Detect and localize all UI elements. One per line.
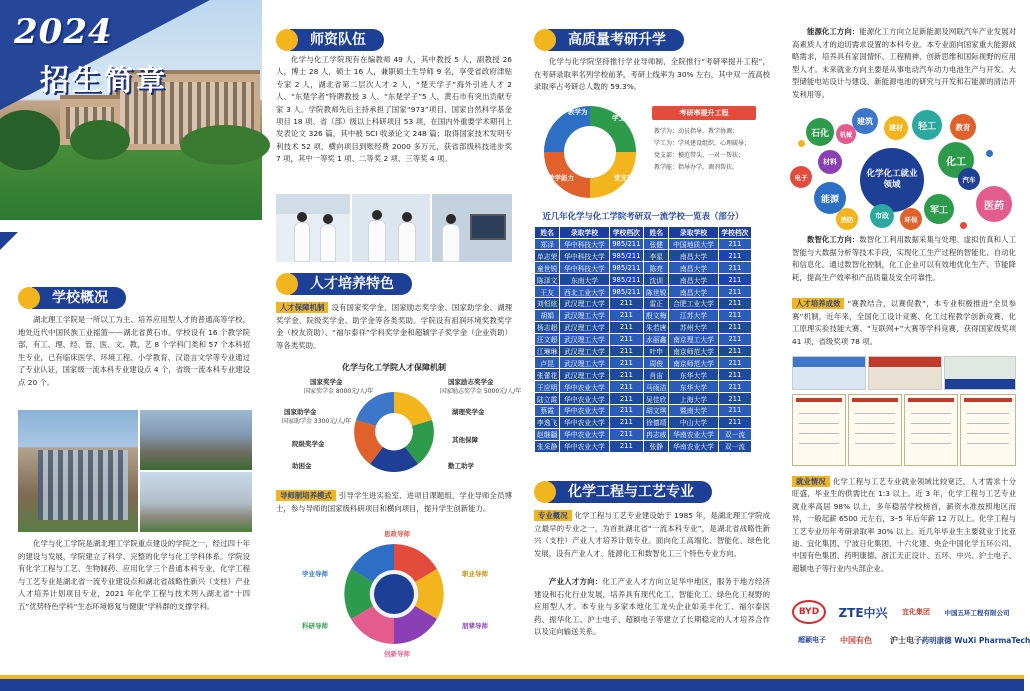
table-cell: 211: [609, 404, 644, 416]
table-cell: 胡娟: [535, 309, 560, 321]
table-cell: 211: [718, 238, 751, 250]
table-cell: 马雨洁: [644, 381, 669, 393]
table-cell: 武汉理工大学: [560, 357, 609, 369]
table-cell: 华中农业大学: [560, 393, 609, 405]
lab-photo: [276, 194, 350, 262]
table-header-cell: 姓名: [535, 227, 560, 239]
table-cell: 单志荣: [535, 250, 560, 262]
major-heading: 化学工程与工艺专业: [534, 480, 712, 504]
table-cell: 211: [609, 321, 644, 333]
campus-photo: [140, 410, 252, 470]
employment-tag: 就业情况: [792, 476, 830, 487]
table-cell: 华南农业大学: [669, 428, 718, 440]
table-cell: 211: [609, 345, 644, 357]
table-cell: 211: [609, 369, 644, 381]
wuhuan-logo: 中国五环工程有限公司: [944, 608, 1010, 617]
award-certificate: [848, 394, 902, 466]
table-row: [535, 393, 752, 405]
brochure-title: 招生简章: [40, 63, 169, 97]
table-cell: 双一流: [718, 440, 751, 452]
table-cell: 211: [718, 416, 751, 428]
energy-direction-text: 能源化工方向：能源化工方向立足新能源及网联汽车产业发展对高素质人才的迫切需求设置的本科专业。本专业面向国家重大能源战略需求，培养具有家国情怀、工程精神、创新思维和国际视野的应用型人才。未来就业方向主要是从事电动汽车动力电池生产与开发、大型储能电站设计与建设、新能源电池的研究与开发和石能源的清洁开发利用等。: [792, 27, 1016, 99]
table-cell: 南昌大学: [669, 262, 718, 274]
achievement-text: 人才培养成效 “赛教结合，以赛促教”，本专业积极推进“全员参赛”机制，近年来，全国化工设计竞赛、化工过程教学创新竞赛、化工原理实验技能大赛、“互联网+”大赛等学科竞赛，获得国家级奖项 41 项，省级奖项 78 项。: [792, 299, 1016, 346]
table-cell: 张健: [644, 238, 669, 250]
table-cell: 985/211: [609, 238, 644, 250]
table-cell: 陈亮: [644, 262, 669, 274]
table-cell: 陈泽文: [535, 274, 560, 286]
table-cell: 合肥工业大学: [669, 297, 718, 309]
table-cell: 211: [609, 416, 644, 428]
table-cell: 王应明: [535, 381, 560, 393]
table-cell: 徐德靖: [644, 416, 669, 428]
table-cell: 985/211: [609, 262, 644, 274]
table-cell: 胡文琪: [644, 404, 669, 416]
table-cell: 童世锐: [535, 262, 560, 274]
table-cell: 211: [718, 262, 751, 274]
table-cell: 武汉理工大学: [560, 309, 609, 321]
table-header-cell: 姓名: [644, 227, 669, 239]
table-cell: 华中科技大学: [560, 250, 609, 262]
table-cell: 211: [718, 333, 751, 345]
table-row: [535, 404, 752, 416]
table-row: [535, 416, 752, 428]
table-cell: 211: [609, 357, 644, 369]
table-cell: 东华大学: [669, 381, 718, 393]
tutor-text: 导师制培养模式 引导学生进实验室、进项目课题组，学业导师全员博士，参与导师的国家级科研项目和横向项目，提升学生创新能力。: [276, 491, 512, 513]
table-row: [535, 440, 752, 452]
table-cell: 杨志超: [535, 321, 560, 333]
table-cell: 殷文梅: [644, 309, 669, 321]
table-cell: 华中科技大学: [560, 238, 609, 250]
zte-logo: ZTE中兴: [838, 605, 888, 620]
table-cell: 双一流: [718, 428, 751, 440]
table-row: [535, 428, 752, 440]
table-cell: 东南大学: [560, 274, 609, 286]
table-cell: 武汉理工大学: [560, 321, 609, 333]
table-cell: 沈训: [644, 274, 669, 286]
lab-photo: [432, 194, 512, 262]
award-certificate: [960, 394, 1016, 466]
table-cell: 211: [718, 357, 751, 369]
table-cell: 刘恒炫: [535, 297, 560, 309]
table-cell: 华中农业大学: [560, 440, 609, 452]
table-cell: 华中农业大学: [560, 404, 609, 416]
lab-photo: [352, 194, 430, 262]
table-row: [535, 321, 752, 333]
table-cell: 雷正: [644, 297, 669, 309]
table-cell: 陆立霞: [535, 393, 560, 405]
table-row: [535, 297, 752, 309]
employment-hub-center: 化学化工就业领域: [860, 148, 924, 212]
table-cell: 汪文超: [535, 333, 560, 345]
table-cell: 211: [718, 369, 751, 381]
table-header-cell: 学校档次: [609, 227, 644, 239]
table-cell: 中山大学: [669, 416, 718, 428]
table-cell: 211: [609, 333, 644, 345]
table-cell: 211: [718, 250, 751, 262]
table-cell: 苏州大学: [669, 321, 718, 333]
table-cell: 武汉理工大学: [560, 345, 609, 357]
table-cell: 陈世锐: [644, 286, 669, 298]
wuxi-logo: 药明康德 WuXi PharmaTech: [921, 635, 1030, 645]
footer-bar: [0, 675, 1024, 691]
school-overview-text: 湖北理工学院是一所以工为主、培养应用型人才的普通高等学校，地处近代中国民族工业摇篮——湖北省黄石市。学校设有 16 个教学院部，有工、理、经、管、医、文、教、艺 8 个学科门类和 57 个本科招生专业，已有临床医学、环境工程、小学教育、汉语言文学等专业通过了专业认证，国家级一流本科专业建设点 4 个，省级一流本科专业建设点 20 个。: [18, 315, 250, 387]
industry-direction-text: 产业人才方向：化工产业人才方向立足华中地区，服务于地方经济建设和石化行业发展，培养具有现代化工、智能化工、绿色化工视野的应用型人才。本专业与多家本地化工龙头企业如美丰化工、福尔泰医药、振华化工、沪士电子、超颖电子等建立了长期稳定的人才培养合作以及定向输送关系。: [534, 577, 770, 637]
table-cell: 张蕾花: [535, 369, 560, 381]
table-cell: 211: [718, 309, 751, 321]
tutor-tag: 导师制培养模式: [276, 490, 336, 501]
table-row: [535, 333, 752, 345]
table-cell: 东华大学: [669, 369, 718, 381]
table-cell: 211: [718, 345, 751, 357]
byd-logo: BYD: [792, 600, 826, 624]
table-cell: 周俊: [644, 357, 669, 369]
cnmc-logo: 中国有色: [840, 635, 872, 645]
admission-table: [534, 226, 752, 453]
table-cell: 江苏大学: [669, 309, 718, 321]
table-cell: 张采静: [535, 440, 560, 452]
table-cell: 华南农业大学: [669, 440, 718, 452]
table-header-cell: 学校档次: [718, 227, 751, 239]
campus-photo: [140, 472, 252, 532]
table-cell: 华中农业大学: [560, 416, 609, 428]
table-cell: 武汉理工大学: [560, 297, 609, 309]
table-cell: 冉志威: [644, 428, 669, 440]
table-row: [535, 274, 752, 286]
table-cell: 211: [718, 404, 751, 416]
table-cell: 华中农业大学: [560, 381, 609, 393]
table-cell: 武汉理工大学: [560, 333, 609, 345]
table-cell: 华中农业大学: [560, 428, 609, 440]
table-row: [535, 357, 752, 369]
table-cell: 西北工业大学: [560, 286, 609, 298]
chaoying-logo: 超颖电子: [798, 636, 826, 644]
table-row: [535, 262, 752, 274]
table-cell: 211: [718, 286, 751, 298]
table-cell: 华中科技大学: [560, 262, 609, 274]
competition-photo: [792, 356, 866, 390]
campus-photo: [18, 410, 138, 532]
table-cell: 肖宙: [644, 369, 669, 381]
table-row: [535, 369, 752, 381]
table-cell: 南京理工大学: [669, 333, 718, 345]
admission-table-title: 近几年化学与化工学院考研双一流学校一览表（部分）: [542, 211, 744, 221]
table-cell: 李逸飞: [535, 416, 560, 428]
table-cell: 南京师范大学: [669, 345, 718, 357]
achievement-tag: 人才培养成效: [792, 298, 844, 309]
guarantee-diagram-title: 化学与化工学院人才保障机制: [342, 363, 446, 372]
table-cell: 上海大学: [669, 393, 718, 405]
brochure-page: 2024 招生简章 学校概况 湖北理工学院是一所以工为主、培养应用型人才的普通高等学校，地处近代中国民族工业摇篮——湖北省黄石市。学校设有 16 个教学院部，有工、理、经、管、医、文、教、艺 8 个学科门类和 57 个本科招生专业，已有临床医学、环境工程、小学教育、汉语言文学等专业通过了专业认证，国家级一流本科专业建设点 4 个，省级一流本科专业建设点 20 个。 化学与化工学院是湖北理工学院重点建设的学院之一，经过四十年的建设与发展，学院建立了科学、完整的化学与化工学科体系。学院设有化学工程与工艺、生物制药、应用化学三个普通本科专业，化学工程与工艺专业是湖北省一流专业建设点和湖北省战略性新兴（支柱）产业人才培养计划项目专业，2021 年化学工程与技术列入湖北省“十四五”优势特色学科“生态环境修复与健康”学科群的支撑学科。 师资队伍 化学与化工学院现有在编教师 49 人，其中教授 5 人，副教授 26 人，博士 28 人，硕士 16 人，兼职硕士生导师 9 名，享受省政府津贴专家 2 人，湖北省第二层次人才 2 人，“楚天学子”海外引进人才 2 人、“东楚学者”特聘教授 3 人、“东楚学子”5 人，黄石市有突出贡献专家 3 人。学院教师先后主持承担了国家“973”项目、国家自然科学基金项目 18 项、省（部）级以上科研项目 53 项，在国内外重要学术期刊上发表论文 326 篇，其中被 SCI 收录论文 248 篇；取得国家技术发明专利技术 52 项，横向项目到账经费 2000 多万元，获省部级科技进步奖 7 项，其中一等奖 1 项、二等奖 2 项、三等奖 4 项。 人才培养特色 人才保障机制 设有国家奖学金、国家励志奖学金、国家助学金、湖理奖学金、院级奖学金、助学金等各类奖助。学院设有祖润环境奖教奖学金（校友资助）、“福尔泰祥”学科奖学金和超颖学子奖学金（企业资助）等各类奖助。 化学与化工学院人才保障机制 国家奖学金 国家奖学金 8000元/人/年 国家励志奖学金 国家励志奖学金 5000元/人/年 国家助学金 国家助学金 3300元/人/年 湖理奖学金 其他保障 院级奖学金 助困金 勤工助学 导师制培养模式 引导学生进实验室、进项目课题组，学业导师全员博士，参与导师的国家级科研项目和横向项目，提升学生创新能力。 思政导师 学业导师 职业导师 科研导师 朋辈导师 创新导师 高质量考研升学 化学与化学院坚持推行学业导师制，全院推行“考研率提升工程”，在考研录取率名列学校前茅，考研上线率为 30% 左右，其中双一流高校录取率占考研总人数的 59.3%。 教学为 学工为 党支部 教学能力 考研率提升工程 教学为：动员指导，教学协调； 学工为：学风建设组织，心理疏导； 党支部：模范带头，一对一帮扶； 教学能：指导办学，调剂帮扶。 近几年化学与化工学院考研双一流学校一览表（部分） 姓名 录取学校 学校档次 姓名 录取学校 学校档次 郑泽 华中科技大学 985/211 张健 中国地质大学 211 单志荣 华中科技大学 985/211 李星 南昌大学 211 童世锐 华中科技大学 985/211 陈亮 南昌大学 211 陈泽文 东南大学 985/211 沈训 南昌大学 211 王友 西北工业大学 985/211 陈世锐 南昌大学 211 刘恒炫 武汉理工大学 211 雷正 合肥工业大学 211 胡娟 武汉理工大学 211 殷文梅 江苏大学 211 杨志超 武汉理工大学 211 朱若唐 苏州大学 211 汪文超 武汉理工大学 211 水丽鑫 南京理工大学 211 江琳琳 武汉理工大学 211 叶申 南京师范大学 211 卢昆 武汉理工大学 211 周俊 南京师范大学 211 张蕾花 武汉理工大学 211 肖宙 东华大学 211 王应明 华中农业大学 211 马雨洁 东华大学 211 陆立霞 华中农业大学 211 吴佳欣 上海大学 211 蔡霞 华中农业大学 211 胡文琪 暨南大学 211 李逸飞 华中农业大学 211 徐德靖 中山大学 211 赵继疆 华中农业大学 211 冉志威 华南农业大学 双一流 张采静 华中农业大学 211 张静 华南农业大学 双一流 化学工程与工艺专业 专业概况 化学工程与工艺专业建设始于 1985 年，是湖北理工学院成立最早的专业之一，为首批湖北省“一流本科专业”，是湖北省战略性新兴（支柱）产业人才培养计划专业。面向化工高端化、智能化、绿色化发展，设有产业人才、能源化工和数智化工三个特色专业方向。 产业人才方向：化工产业人才方向立足华中地区，服务于地方经济建设和石化行业发展，培养具有现代化工、智能化工、绿色化工视野的应用型人才。本专业与多家本地化工龙头企业如美丰化工、福尔泰医药、振华化工、沪士电子、超颖电子等建立了长期稳定的人才培养合作以及定向输送关系。 能源化工方向：能源化工方向立足新能源及网联汽车产业发展对高素质人才的迫切需求设置的本科专业。本专业面向国家重大能源战略需求，培养具有家国情怀、工程精神、创新思维和国际视野的应用型人才。未来就业方向主要是从事电动汽车动力电池生产与开发、大型储能电站设计与建设、新能源电池的研究与开发和石能源的清洁开发利用等。 化学化工就业领域 石化 机械 建筑 建材 轻工 教育 材料 化工 电子 能源 汽车 医药 消防 市政 环保 军工 数智化工方向：数智化工利用数据采集与处理、虚拟仿真和人工智能与大数据分析等技术手段，实现化工生产过程的智能化、自动化和信息化。通过数智化控制，化工企业可以有效地优化生产、节能降耗，提高生产效率和产品质量及安全可靠性。 人才培养成效 “赛教结合，以赛促教”，本专业积极推进“全员参赛”机制，近年来，全国化工设计竞赛、化工过程教学创新竞赛、化工原理实验技能大赛、“互联网+”大赛等学科竞赛，获得国家级奖项 41 项，省级奖项 78 项。 就业情况 化学工程与工艺专业就业领域比较宽泛，人才需求十分旺盛，毕业生的供需比在 1:3 以上。近 3 年，化学工程与工艺专业就业率高居 98% 以上，多年稳居学校榜首，薪资水准按照地区而异，一般起薪 6500 元左右，3–5 年后年薪 12 万以上。化学工程与工艺专业历年考研录取率 30% 以上。近几年毕业生主要就业于比亚迪、宜化集团、宁波日化集团、十六化建、央企中国化学五环公司、中国有色集团、药明康德、浙江天正设计、五环、中兴、沪士电子、超颖电子等行业内头部企业。 BYD ZTE中兴 宜化集团 中国五环工程有限公司 超颖电子 中国有色 沪士电子 药明康德 WuXi PharmaTech: [0, 0, 1024, 691]
table-cell: 武汉理工大学: [560, 369, 609, 381]
table-cell: 卢昆: [535, 357, 560, 369]
table-cell: 南昌大学: [669, 274, 718, 286]
table-cell: 南昌大学: [669, 250, 718, 262]
talent-heading: 人才培养特色: [276, 272, 412, 296]
table-cell: 211: [718, 321, 751, 333]
table-cell: 张静: [644, 440, 669, 452]
smart-direction-text: 数智化工方向：数智化工利用数据采集与处理、虚拟仿真和人工智能与大数据分析等技术手段，实现化工生产过程的智能化、自动化和信息化。通过数智化控制，化工企业可以有效地优化生产、节能降耗，提高生产效率和产品质量及安全可靠性。: [792, 235, 1016, 282]
table-cell: 211: [718, 274, 751, 286]
table-header-cell: 录取学校: [669, 227, 718, 239]
major-overview-tag: 专业概况: [534, 510, 572, 521]
college-intro-text: 化学与化工学院是湖北理工学院重点建设的学院之一，经过四十年的建设与发展，学院建立了科学、完整的化学与化工学科体系。学院设有化学工程与工艺、生物制药、应用化学三个普通本科专业，化学工程与工艺专业是湖北省一流专业建设点和湖北省战略性新兴（支柱）产业人才培养计划项目专业，2021 年化学工程与技术列入湖北省“十四五”优势特色学科“生态环境修复与健康”学科群的支撑学科。: [18, 539, 250, 611]
hero-campus-photo: [0, 0, 262, 220]
brochure-year: 2024: [14, 12, 113, 52]
column-faculty-talent: 师资队伍 化学与化工学院现有在编教师 49 人，其中教授 5 人，副教授 26 人，博士 28 人，硕士 16 人，兼职硕士生导师 9 名，享受省政府津贴专家 2 人，湖北省第二层次人才 2 人，“楚天学子”海外引进人才 2 人、“东楚学者”特聘教授 3 人、“东楚学子”5 人，黄石市有突出贡献专家 3 人。学院教师先后主持承担了国家“973”项目、国家自然科学基金项目 18 项、省（部）级以上科研项目 53 项，在国内外重要学术期刊上发表论文 326 篇，其中被 SCI 收录论文 248 篇；取得国家技术发明专利技术 52 项，横向项目到账经费 2000 多万元，获省部级科技进步奖 7 项，其中一等奖 1 项、二等奖 2 项、三等奖 4 项。 人才培养特色 人才保障机制 设有国家奖学金、国家励志奖学金、国家助学金、湖理奖学金、院级奖学金、助学金等各类奖助。学院设有祖润环境奖教奖学金（校友资助）、“福尔泰祥”学科奖学金和超颖学子奖学金（企业资助）等各类奖助。 化学与化工学院人才保障机制 国家奖学金 国家奖学金 8000元/人/年 国家励志奖学金 国家励志奖学金 5000元/人/年 国家助学金 国家助学金 3300元/人/年 湖理奖学金 其他保障 院级奖学金 助困金 勤工助学 导师制培养模式 引导学生进实验室、进项目课题组，学业导师全员博士，参与导师的国家级科研项目和横向项目，提升学生创新能力。 思政导师 学业导师 职业导师 科研导师 朋辈导师 创新导师: [262, 0, 526, 675]
table-cell: 211: [718, 297, 751, 309]
guarantee-text: 人才保障机制 设有国家奖学金、国家励志奖学金、国家助学金、湖理奖学金、院级奖学金、助学金等各类奖助。学院设有祖润环境奖教奖学金（校友资助）、“福尔泰祥”学科奖学金和超颖学子奖学金（企业资助）等各类奖助。: [276, 303, 512, 350]
table-cell: 赵继疆: [535, 428, 560, 440]
table-cell: 蔡霞: [535, 404, 560, 416]
yihua-logo: 宜化集团: [902, 608, 930, 616]
table-cell: 吴佳欣: [644, 393, 669, 405]
table-cell: 暨南大学: [669, 404, 718, 416]
table-cell: 叶申: [644, 345, 669, 357]
table-cell: 李星: [644, 250, 669, 262]
table-cell: 211: [609, 309, 644, 321]
table-cell: 南昌大学: [669, 286, 718, 298]
table-cell: 211: [609, 393, 644, 405]
table-cell: 985/211: [609, 250, 644, 262]
table-cell: 江琳琳: [535, 345, 560, 357]
table-cell: 211: [718, 393, 751, 405]
table-cell: 中国地质大学: [669, 238, 718, 250]
postgrad-cycle-diagram: [534, 100, 652, 204]
table-row: [535, 286, 752, 298]
award-certificate: [792, 394, 846, 466]
table-row: [535, 345, 752, 357]
table-cell: 211: [609, 428, 644, 440]
major-overview-text: 专业概况 化学工程与工艺专业建设始于 1985 年，是湖北理工学院成立最早的专业之一，为首批湖北省“一流本科专业”，是湖北省战略性新兴（支柱）产业人才培养计划专业。面向化工高端化、智能化、绿色化发展，设有产业人才、能源化工和数智化工三个特色专业方向。: [534, 511, 770, 558]
employment-text: 就业情况 化学工程与工艺专业就业领域比较宽泛，人才需求十分旺盛，毕业生的供需比在 1:3 以上。近 3 年，化学工程与工艺专业就业率高居 98% 以上，多年稳居学校榜首，薪资水准按照地区而异，一般起薪 6500 元左右，3–5 年后年薪 12 万以上。化学工程与工艺专业历年考研录取率 30% 以上。近几年毕业生主要就业于比亚迪、宜化集团、宁波日化集团、十六化建、央企中国化学五环公司、中国有色集团、药明康德、浙江天正设计、五环、中兴、沪士电子、超颖电子等行业内头部企业。: [792, 477, 1016, 573]
award-certificate: [904, 394, 958, 466]
table-cell: 985/211: [609, 286, 644, 298]
table-cell: 211: [609, 297, 644, 309]
school-overview-heading: 学校概况: [18, 286, 126, 310]
postgrad-text: 化学与化学院坚持推行学业导师制，全院推行“考研率提升工程”，在考研录取率名列学校前茅，考研上线率为 30% 左右，其中双一流高校录取率占考研总人数的 59.3%。: [534, 57, 770, 92]
table-row: [535, 250, 752, 262]
table-cell: 211: [609, 440, 644, 452]
table-cell: 朱若唐: [644, 321, 669, 333]
faculty-heading: 师资队伍: [276, 28, 384, 52]
table-cell: 郑泽: [535, 238, 560, 250]
table-cell: 水丽鑫: [644, 333, 669, 345]
table-header-cell: 录取学校: [560, 227, 609, 239]
competition-photo: [944, 356, 1016, 390]
tutor-ring-diagram: [276, 528, 512, 658]
competition-photo: [868, 356, 942, 390]
table-cell: 211: [609, 381, 644, 393]
table-row: [535, 309, 752, 321]
faculty-text: 化学与化工学院现有在编教师 49 人，其中教授 5 人，副教授 26 人，博士 28 人，硕士 16 人，兼职硕士生导师 9 名，享受省政府津贴专家 2 人，湖北省第二层次人才 2 人，“楚天学子”海外引进人才 2 人、“东楚学者”特聘教授 3 人、“东楚学子”5 人，黄石市有突出贡献专家 3 人。学院教师先后主持承担了国家“973”项目、国家自然科学基金项目 18 项、省（部）级以上科研项目 53 项，在国内外重要学术期刊上发表论文 326 篇，其中被 SCI 收录论文 248 篇；取得国家技术发明专利技术 52 项，横向项目到账经费 2000 多万元，获省部级科技进步奖 7 项，其中一等奖 1 项、二等奖 2 项、三等奖 4 项。: [276, 55, 512, 164]
project-banner: 考研率提升工程: [652, 106, 756, 120]
table-cell: 南京师范大学: [669, 357, 718, 369]
table-cell: 211: [718, 381, 751, 393]
table-row: [535, 381, 752, 393]
table-cell: 985/211: [609, 274, 644, 286]
table-row: [535, 238, 752, 250]
guarantee-tag: 人才保障机制: [276, 302, 328, 313]
postgrad-heading: 高质量考研升学: [534, 28, 684, 52]
wus-logo: 沪士电子: [890, 635, 922, 645]
table-cell: 王友: [535, 286, 560, 298]
column-overview: [0, 0, 262, 675]
